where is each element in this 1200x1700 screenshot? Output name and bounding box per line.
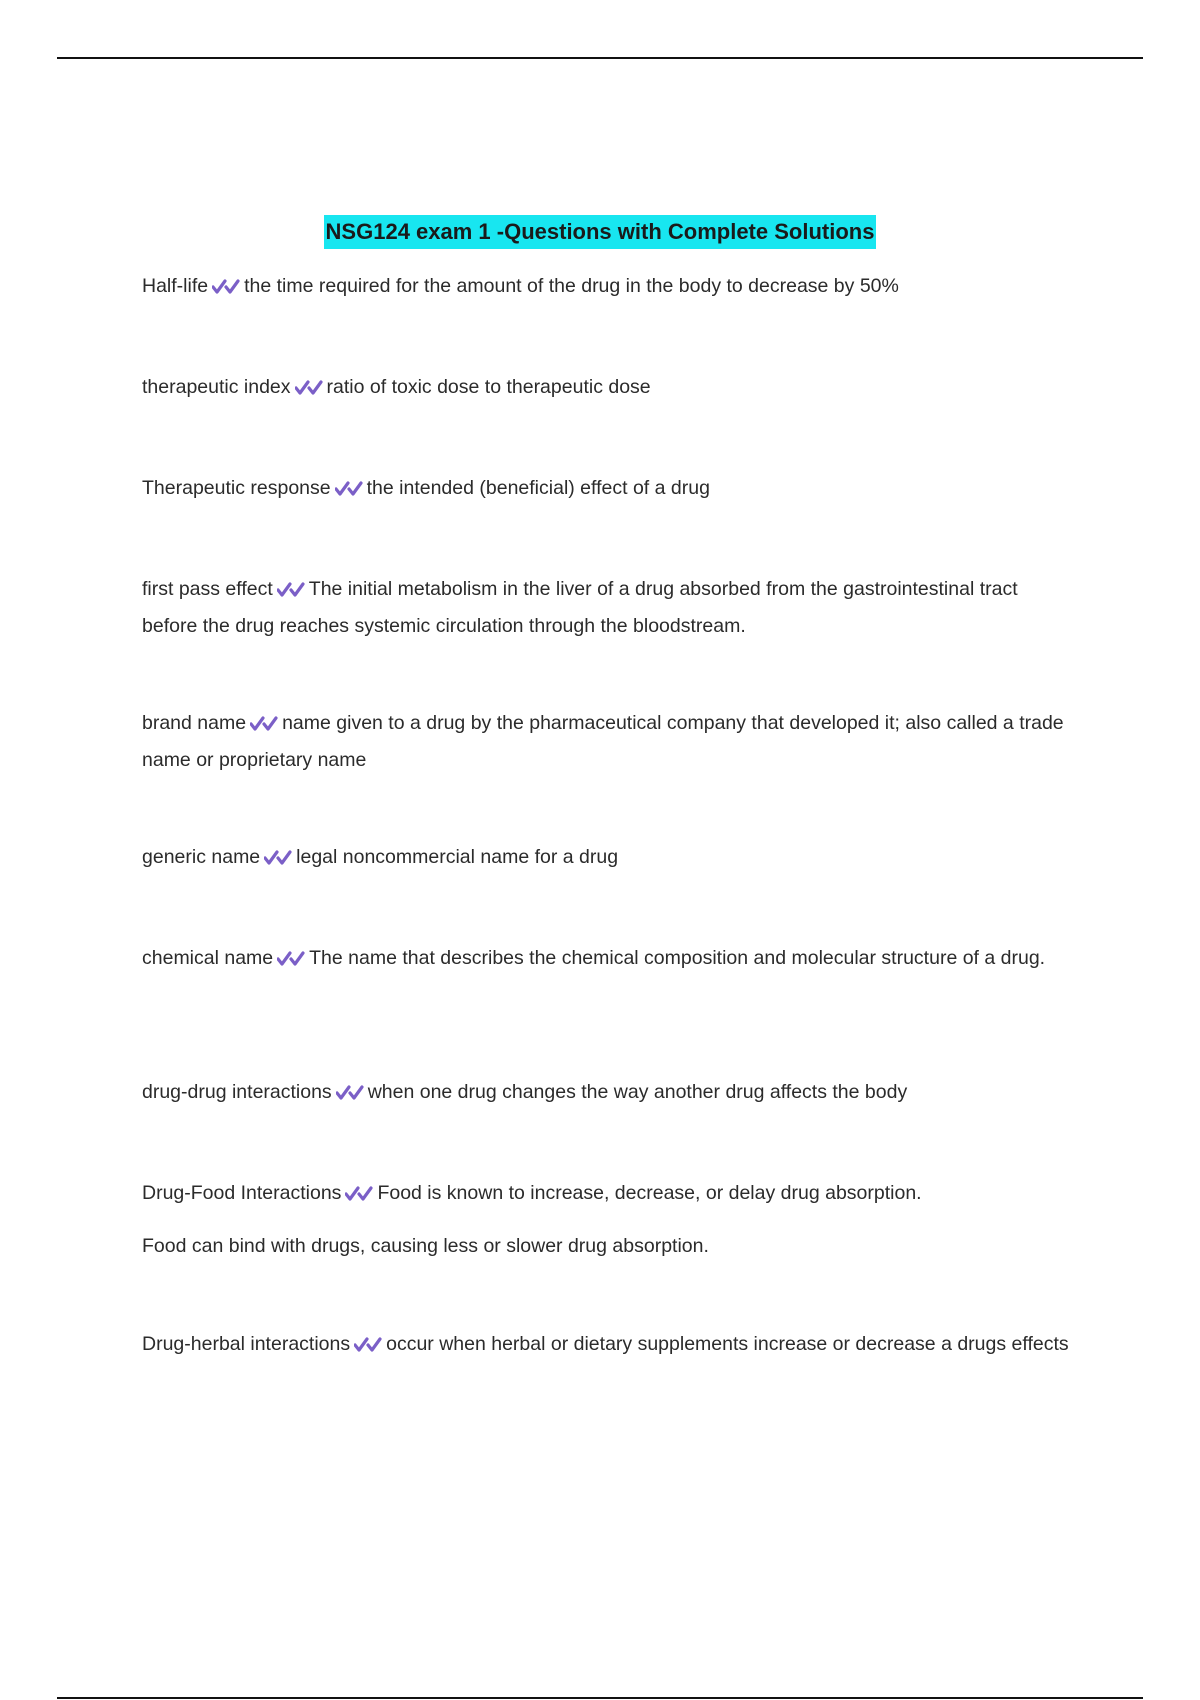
entry-line — [142, 1328, 1072, 1365]
entry-definition: the time required for the amount of the drug in the body to decrease by 50% — [244, 275, 899, 297]
entry-definition: The name that describes the chemical composition and molecular structure of a drug. — [309, 947, 1046, 969]
entry-definition: occur when herbal or dietary supplements increase or decrease a drugs effects — [386, 1333, 1069, 1355]
entry-definition: Food is known to increase, decrease, or delay drug absorption. — [377, 1182, 922, 1204]
entry-definition: ratio of toxic dose to therapeutic dose — [326, 376, 651, 398]
entry-definition: name given to a drug by the pharmaceutical company that developed it; also called a trade name or proprietary name — [142, 712, 1064, 771]
double-check-icon — [336, 1080, 364, 1113]
entry-line — [142, 841, 1072, 878]
entry-term: therapeutic index — [142, 376, 291, 398]
list-item — [142, 707, 1072, 777]
entry-line — [142, 371, 1072, 408]
list-item — [142, 1076, 1072, 1113]
entry-line — [142, 573, 1072, 643]
entry-line — [142, 270, 1072, 307]
entry-line — [142, 707, 1072, 777]
list-item — [142, 1177, 1072, 1263]
entry-extra-line: Food can bind with drugs, causing less or slower drug absorption. — [142, 1235, 709, 1257]
double-check-icon — [345, 1181, 373, 1214]
entry-line — [142, 1076, 1072, 1113]
list-item — [142, 573, 1072, 643]
list-item — [142, 1328, 1072, 1365]
double-check-icon — [335, 476, 363, 509]
top-rule — [57, 57, 1143, 59]
entry-term: drug-drug interactions — [142, 1081, 332, 1103]
double-check-icon — [250, 711, 278, 744]
list-item — [142, 371, 1072, 408]
double-check-icon — [264, 845, 292, 878]
entry-line — [142, 472, 1072, 509]
entry-term: Therapeutic response — [142, 477, 331, 499]
entry-term: first pass effect — [142, 578, 273, 600]
list-item — [142, 270, 1072, 307]
entry-term: Half-life — [142, 275, 209, 297]
entry-term: Drug-herbal interactions — [142, 1333, 351, 1355]
double-check-icon — [277, 577, 305, 610]
list-item — [142, 841, 1072, 878]
double-check-icon — [354, 1332, 382, 1365]
bottom-rule — [57, 1697, 1143, 1699]
entry-definition: legal noncommercial name for a drug — [296, 846, 619, 868]
list-item — [142, 472, 1072, 509]
entry-definition: the intended (beneficial) effect of a drug — [366, 477, 710, 499]
double-check-icon — [212, 274, 240, 307]
double-check-icon — [277, 946, 305, 979]
entry-term: chemical name — [142, 947, 274, 969]
document-title: NSG124 exam 1 -Questions with Complete Solutions — [324, 215, 877, 249]
entry-term: Drug-Food Interactions — [142, 1182, 342, 1204]
entry-line — [142, 1177, 1072, 1214]
entry-definition: The initial metabolism in the liver of a drug absorbed from the gastrointestinal tract before the drug reaches systemic circulation through the bloodstream. — [142, 578, 1018, 637]
entry-definition: when one drug changes the way another drug affects the body — [367, 1081, 908, 1103]
double-check-icon — [295, 375, 323, 408]
list-item — [142, 942, 1072, 979]
entry-line — [142, 942, 1072, 979]
entry-term: generic name — [142, 846, 261, 868]
entry-term: brand name — [142, 712, 247, 734]
title-container — [0, 215, 1200, 249]
